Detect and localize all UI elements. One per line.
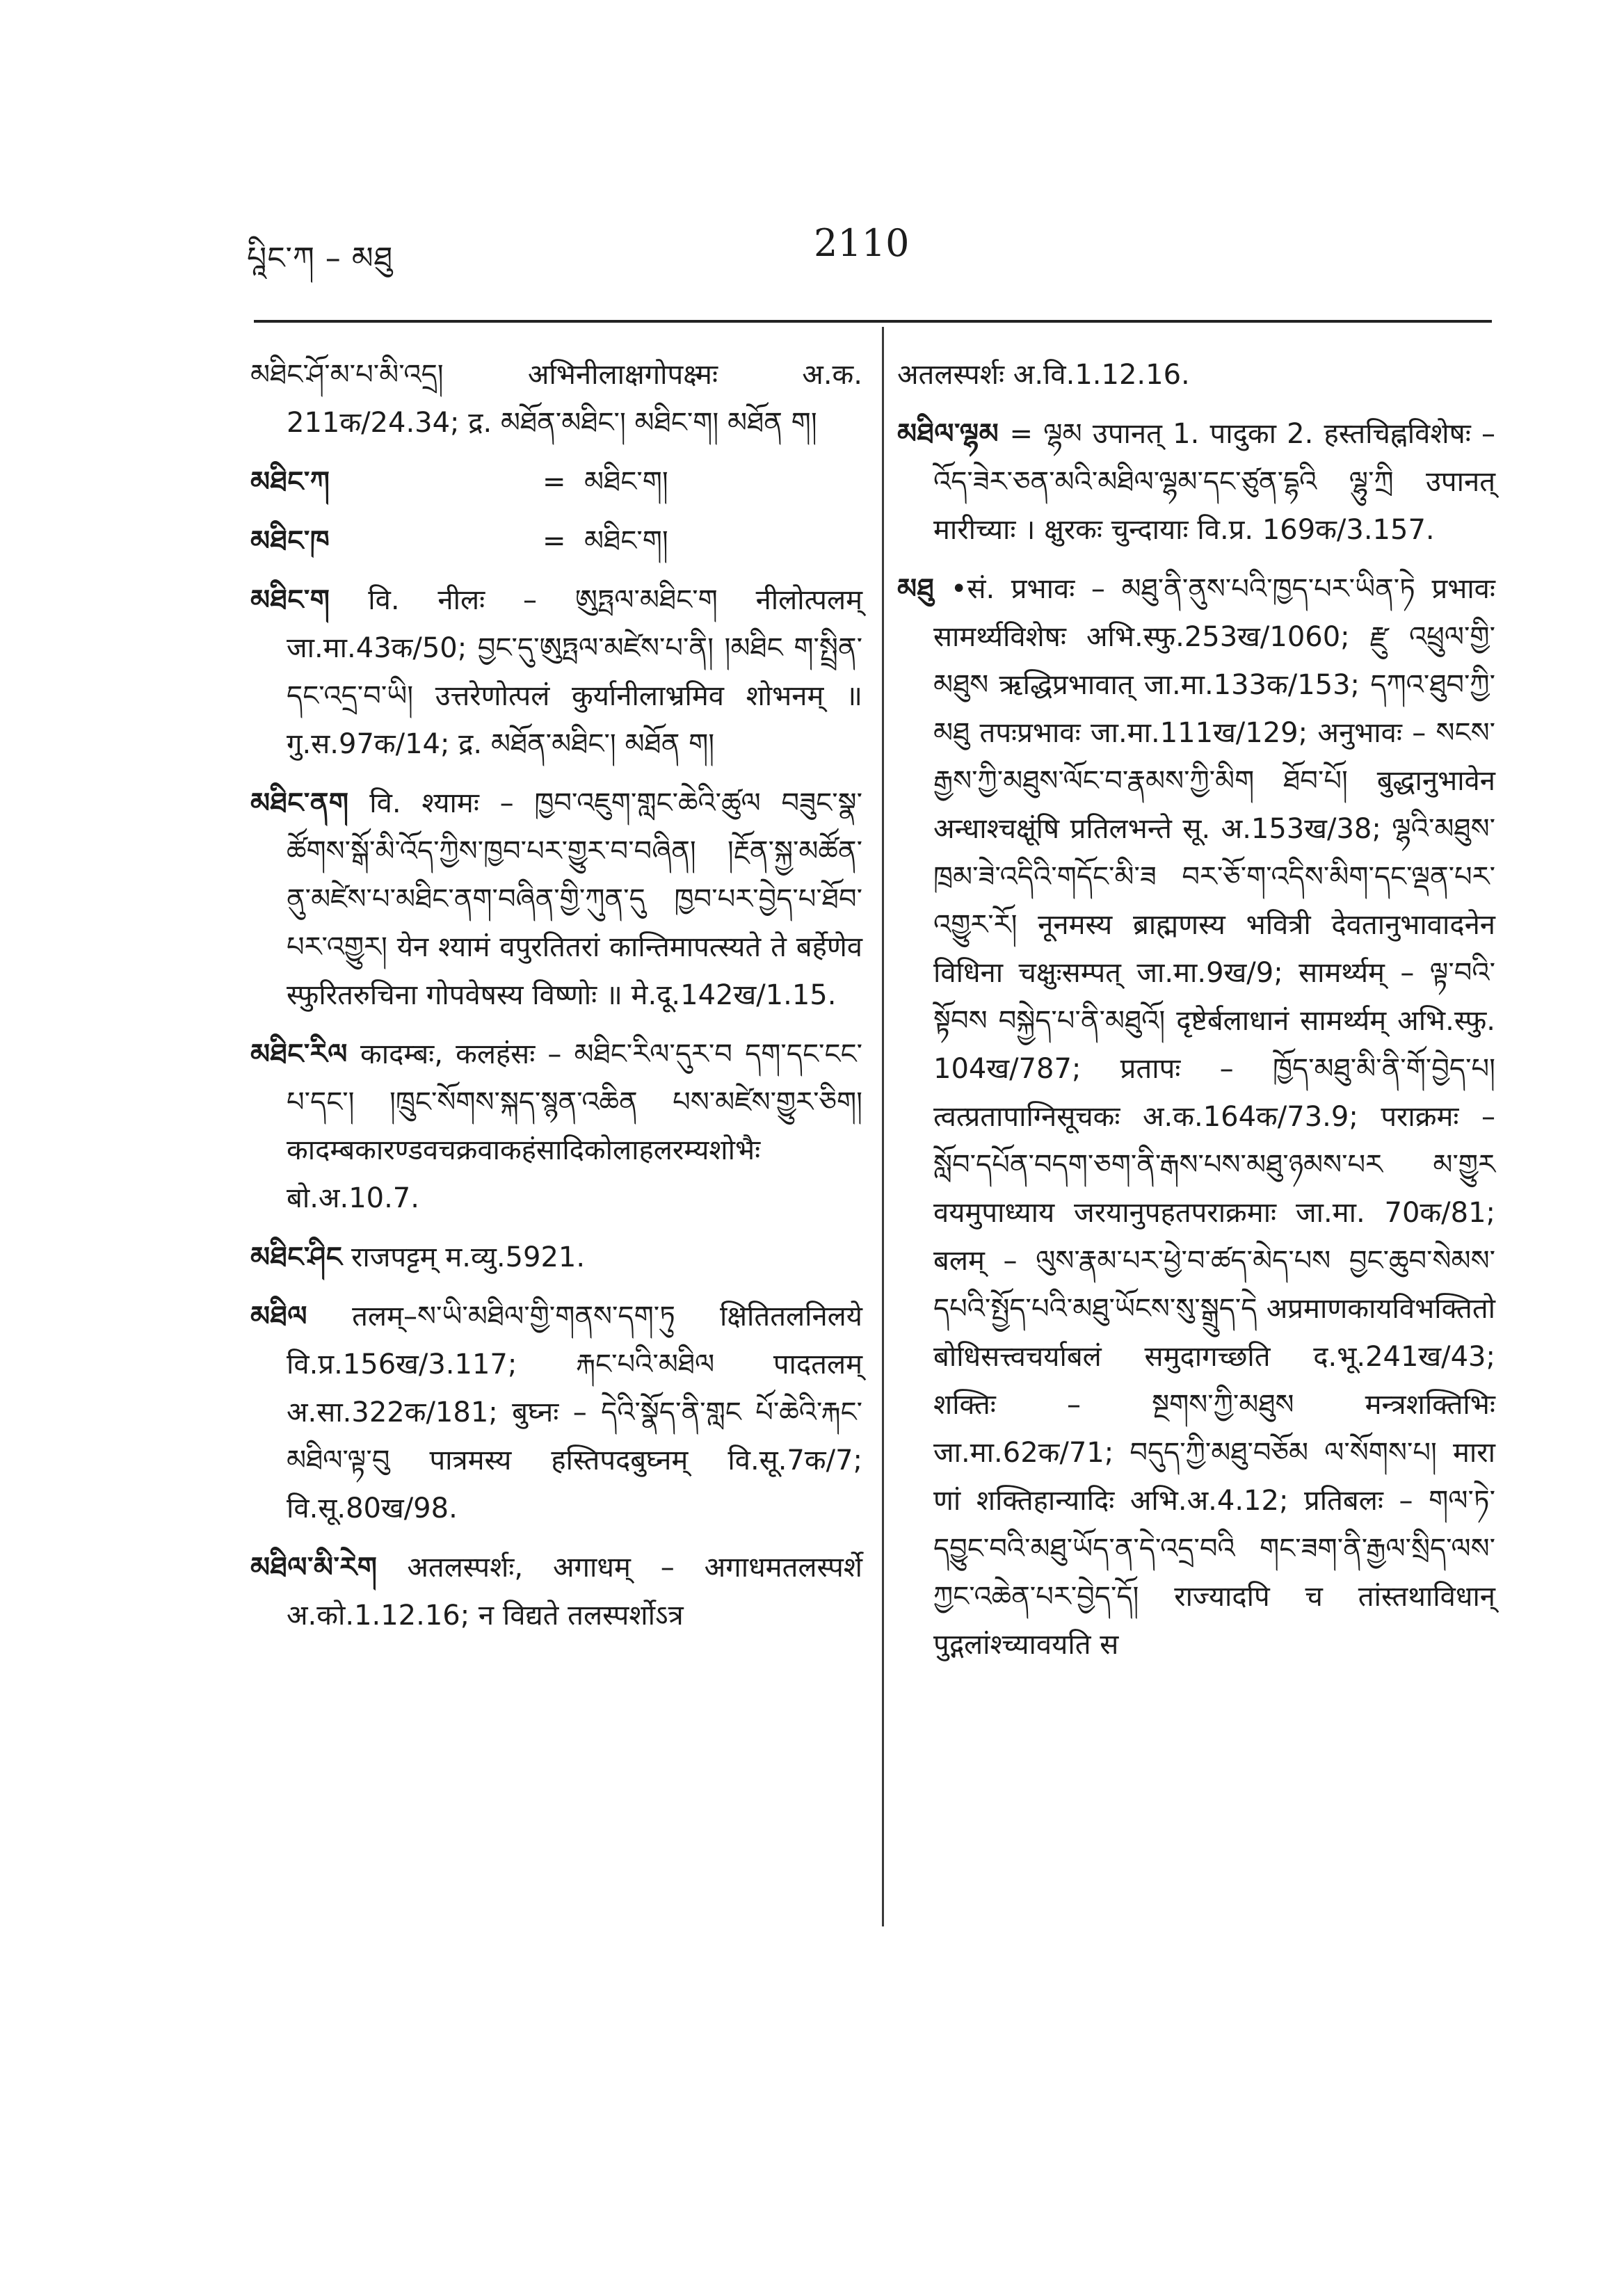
dictionary-entry [250, 577, 862, 768]
entry-body: अतलस्पर्शः अ.वि.1.12.16. [897, 359, 1190, 391]
headword: མཐིང་ག [250, 584, 330, 616]
headword: མཐུ [897, 573, 935, 605]
dictionary-entry [250, 1031, 862, 1223]
running-head: པཱིང་ཀ – མཐུ [247, 241, 394, 276]
equals-sign: = [542, 525, 566, 557]
dictionary-entry [250, 1293, 862, 1533]
headword: མཐིལ་ལྷམ [897, 418, 999, 450]
left-column [250, 351, 862, 1651]
headword: མཐིང་ནག [250, 787, 349, 819]
header-rule [254, 320, 1492, 323]
headword: མཐིང་ཤིང [250, 1241, 343, 1273]
entry-body: •सं. प्रभावः – མཐུ་ནི་ནུས་པའི་ཁྱད་པར་ཡིན་ཏེ प्रभावः सामर्थ्यविशेषः अभि.स्फु.253ख/1060; རྫུ འཕྲུལ་གྱི་མཐུས ऋद्धिप्रभावात् जा.मा.133क/153; དཀའ་ཐུབ་ཀྱི་མཐུ तपःप्रभावः जा.मा.111ख/129; अनुभावः – སངས་རྒྱས་ཀྱི་མཐུས་ལོང་བ་རྣམས་ཀྱི་མིག ཐོབ་པོ། बुद्धानुभावेन अन्धाश्चक्षूंषि प्रतिलभन्ते सू. अ.153ख/38; ལྷའི་མཐུས་ཁྲམ་ཟེ་འདིའི་གདོང་མི་ཟ བར་ཅོ་ག་འདིས་མིག་དང་ལྡན་པར་འགྱུར་རོ། नूनमस्य ब्राह्मणस्य भवित्री देवतानुभावादनेन विधिना चक्षुःसम्पत् जा.मा.9ख/9; सामर्थ्यम् – ལྟ་བའི་སྟོབས བསྐྱེད་པ་ནི་མཐུའོ། दृष्टेर्बलाधानं सामर्थ्यम् अभि.स्फु. 104ख/787; प्रतापः – ཁྱོད་མཐུ་མི་ནི་གོ་བྱེད་པ། त्वत्प्रतापाग्निसूचकः अ.क.164क/73.9; पराक्रमः – སློབ་དཔོན་བདག་ཅག་ནི་རྒས་པས་མཐུ་ཉམས་པར མ་གྱུར वयमुपाध्याय जरयानुपहतपराक्रमाः जा.मा. 70क/81; बलम् – ལུས་རྣམ་པར་ཕྱེ་བ་ཚད་མེད་པས བྱང་ཆུབ་སེམས་དཔའི་སྤྱོད་པའི་མཐུ་ཡོངས་སུ་སྒྲུད་དེ अप्रमाणकायविभक्तितो बोधिसत्त्वचर्याबलं समुदागच्छति द.भू.241ख/43; शक्तिः – སྔགས་ཀྱི་མཐུས मन्त्रशक्तिभिः जा.मा.62क/71; བདུད་ཀྱི་མཐུ་བཅོམ ལ་སོགས་པ། मारा णां शक्तिहान्यादिः अभि.अ.4.12; प्रतिबलः – གལ་ཏེ་དབྱུང་བའི་མཐུ་ཡོད་ན་དེ་འདྲ་བའི གང་ཟག་ནི་རྒྱལ་སྲིད་ལས་ཀྱང་འཆེན་པར་བྱེད་དོ། राज्यादपि च तांस्तथाविधान् पुद्गलांश्च्यावयति स [933, 573, 1496, 1661]
entry-body: कादम्बः, कलहंसः – མཐིང་རིལ་དུར་བ དག་དང་ངང་པ་དང་། །ཁྲུང་སོགས་སྐད་སྙན་འཆིན པས་མཛེས་གྱུར་ཅིག། कादम्बकारण्डवचक्रवाकहंसादिकोलाहलरम्यशोभैः बो.अ.10.7. [287, 1038, 862, 1214]
entry-continuation [897, 351, 1495, 399]
entry-body: = ལྷམ उपानत् 1. पादुका 2. हस्तचिह्नविशेषः – འོད་ཟེར་ཅན་མའི་མཐིལ་ལྷམ་དང་ཙུན་དྷའི ལྷུ་ཀྲི उपानत् मारीच्याः । क्षुरकः चुन्दायाः वि.प्र. 169क/3.157. [933, 418, 1495, 546]
entry-body: राजपट्टम् म.व्यु.5921. [351, 1241, 586, 1273]
equals-sign: = [542, 466, 566, 498]
entry-body: वि. नीलः – ཨུཏྤལ་མཐིང་ག नीलोत्पलम् जा.मा.43क/50; བྱང་དུ་ཨུཏྤལ་མཛེས་པ་ནི། །མཐིང ག་སྤྲིན་དང་འདྲ་བ་ཡི། उत्तरेणोत्पलं कुर्यानीलाभ्रमिव शोभनम् ॥ गु.स.97क/14; द्र. མཐོན་མཐིང་། མཐོན ག། [287, 584, 863, 760]
entry-body: अतलस्पर्शः, अगाधम् – अगाधमतलस्पर्शे अ.को.1.12.16; न विद्यते तलस्पर्शोऽत्र [287, 1552, 862, 1632]
dictionary-entry [897, 565, 1495, 1669]
headword: མཐིང་ཁ [250, 525, 330, 557]
entry-cross-reference [250, 517, 862, 565]
entry-body: མཐིང་ག། [584, 466, 668, 498]
column-divider [882, 327, 884, 1926]
entry-cross-reference [250, 458, 862, 506]
right-column [897, 351, 1495, 1680]
entry-body: वि. श्यामः – ཁྱབ་འཇུག་གླང་ཆེའི་ཚུལ བཟུང་སྣ་ཚོགས་སྒོ་མི་འོད་ཀྱིས་ཁྱབ་པར་གྱུར་བ་བཞིན། །རྔོན་སྐྱ་མཚོན་ནུ་མཛེས་པ་མཐིང་ནག་བཞིན་གྱི་ཀུན་དུ ཁྱབ་པར་བྱེད་པ་ཐོབ་པར་འགྱུར། येन श्यामं वपुरतितरां कान्तिमापत्स्यते ते बर्हेणेव स्फुरितरुचिना गोपवेषस्य विष्णोः ॥ मे.दू.142ख/1.15. [287, 787, 863, 1011]
entry-body: མཐིང་ཤོ་མ་པ་མི་འདྲ། अभिनीलाक्षगोपक्ष्मः अ.क. 211क/24.34; द्र. མཐོན་མཐིང་། མཐིང་ག། མཐོན ག། [250, 359, 862, 439]
dictionary-entry [250, 780, 862, 1020]
entry-continuation [250, 351, 862, 447]
headword: མཐིལ [250, 1301, 307, 1333]
dictionary-entry [250, 1544, 862, 1640]
page-number: 2110 [814, 221, 910, 265]
headword: མཐིང་ཀ [250, 466, 330, 498]
dictionary-entry [250, 1234, 862, 1282]
headword: མཐིལ་མི་རེག [250, 1552, 378, 1584]
dictionary-entry [897, 410, 1495, 554]
entry-body: མཐིང་ག། [584, 525, 668, 557]
entry-body: तलम्–ས་ཡི་མཐིལ་གྱི་གནས་དག་ཏུ क्षितितलनिलये वि.प्र.156ख/3.117; རྐང་པའི་མཐིལ पादतलम् अ.सा.322क/181; बुघ्नः – དེའི་སྣོད་ནི་གླང པོ་ཆེའི་རྐང་མཐིལ་ལྟ་བུ पात्रमस्य हस्तिपदबुघ्नम् वि.सू.7क/7; वि.सू.80ख/98. [287, 1301, 862, 1524]
headword: མཐིང་རིལ [250, 1038, 348, 1070]
